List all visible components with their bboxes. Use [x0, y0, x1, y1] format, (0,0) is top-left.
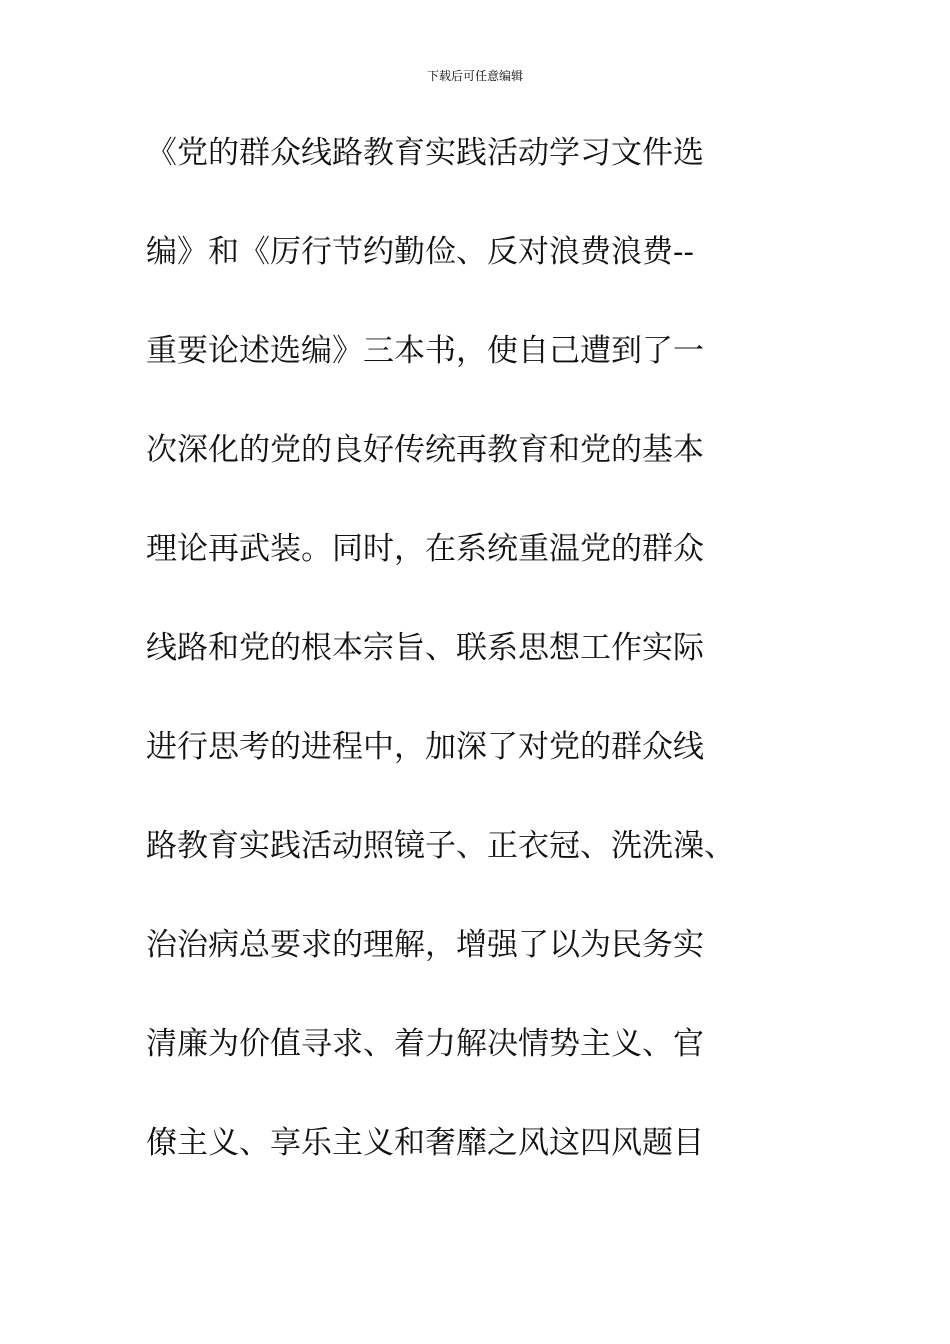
body-line-7: 进行思考的进程中，加深了对党的群众线 — [146, 729, 704, 765]
page-header-note: 下载后可任意编辑 — [426, 69, 523, 83]
body-line-10: 清廉为价值寻求、着力解决情势主义、官 — [146, 1026, 704, 1062]
body-line-2: 编》和《厉行节约勤俭、反对浪费浪费-- — [146, 234, 694, 270]
body-line-11: 僚主义、享乐主义和奢靡之风这四风题目 — [146, 1125, 704, 1161]
body-line-6: 线路和党的根本宗旨、联系思想工作实际 — [146, 630, 704, 666]
body-line-3: 重要论述选编》三本书，使自己遭到了一 — [146, 333, 704, 369]
document-body — [146, 128, 826, 1217]
body-line-9: 治治病总要求的理解，增强了以为民务实 — [146, 927, 704, 963]
body-line-8: 路教育实践活动照镜子、正衣冠、洗洗澡、 — [146, 828, 735, 864]
body-line-1: 《党的群众线路教育实践活动学习文件选 — [146, 135, 704, 171]
body-line-4: 次深化的党的良好传统再教育和党的基本 — [146, 432, 704, 468]
body-line-5: 理论再武装。同时，在系统重温党的群众 — [146, 531, 704, 567]
